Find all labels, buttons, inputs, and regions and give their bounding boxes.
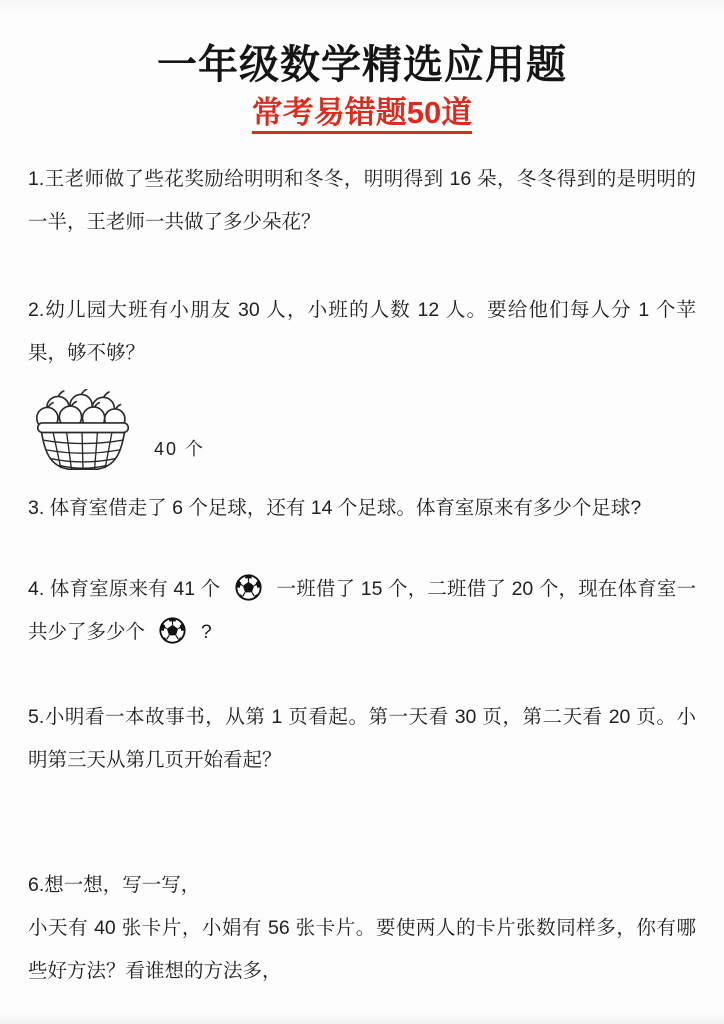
apple-basket-figure: [30, 389, 696, 477]
page-subtitle: 常考易错题50道: [252, 96, 472, 134]
question-4-text-b: 一班借了 15 个，二班借了 20 个，现在体育室一共少了多少个: [28, 578, 697, 644]
question-4: [28, 568, 696, 654]
question-6: [28, 864, 696, 993]
question-5: 5.小明看一本故事书，从第 1 页看起。第一天看 30 页，第二天看 20 页。小明第三天从第几页开始看起？: [28, 706, 696, 772]
question-4-text-a: 4. 体育室原来有 41 个: [28, 578, 221, 601]
question-1: 1.王老师做了些花奖励给明明和冬冬，明明得到 16 朵，冬冬得到的是明明的一半，王老师一共做了多少朵花？: [28, 168, 696, 234]
page-title: 一年级数学精选应用题: [157, 43, 567, 87]
soccer-ball-icon: [159, 617, 186, 644]
question-6-line-1: 6.想一想，写一写，: [28, 874, 201, 897]
soccer-ball-icon: [235, 574, 262, 601]
question-6-line-2: 小天有 40 张卡片，小娟有 56 张卡片。要使两人的卡片张数同样多，你有哪些好方法？看谁想的方法多，: [28, 917, 696, 983]
apple-basket-image: [30, 389, 136, 477]
question-2: 2.幼儿园大班有小朋友 30 人，小班的人数 12 人。要给他们每人分 1 个苹果，够不够？: [28, 299, 696, 365]
apple-count-label: 40 个: [154, 439, 206, 460]
subtitle-row: [28, 96, 696, 134]
question-4-text-c: ?: [200, 621, 212, 644]
question-3: 3. 体育室借走了 6 个足球，还有 14 个足球。体育室原来有多少个足球?: [28, 497, 642, 520]
